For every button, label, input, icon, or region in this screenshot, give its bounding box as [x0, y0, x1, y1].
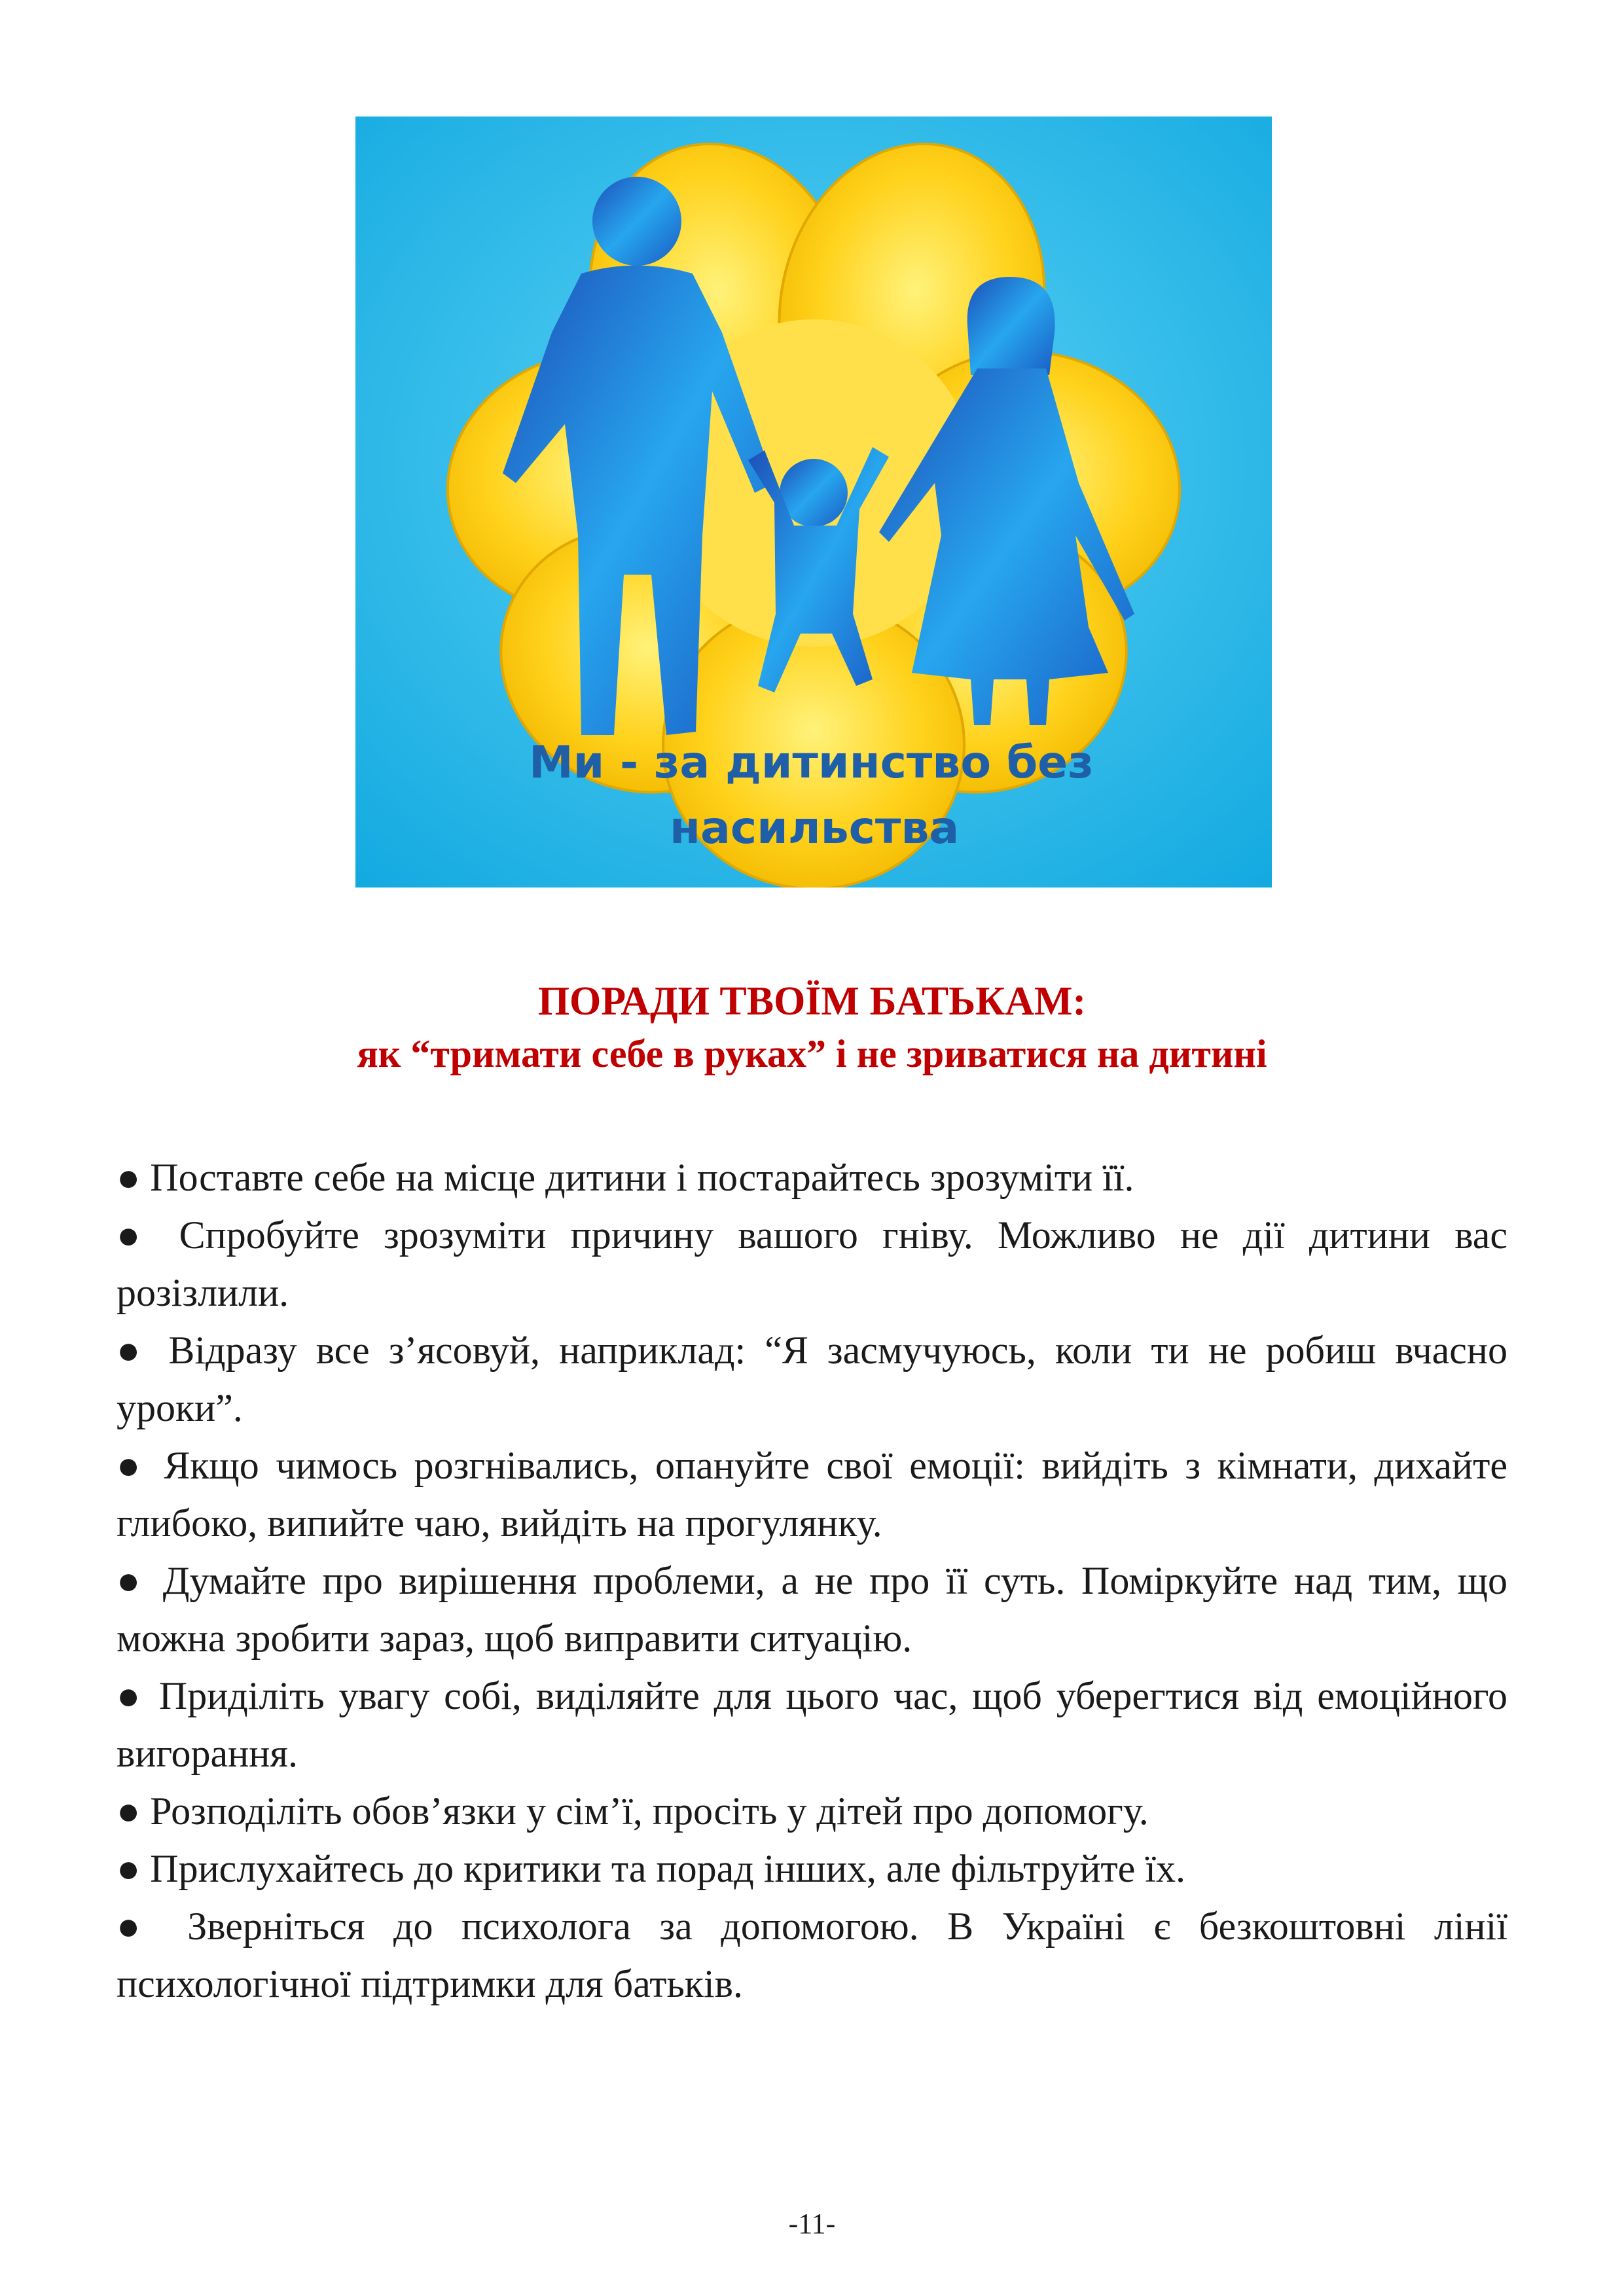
- poster-caption-line1: Ми - за дитинство без: [529, 737, 1094, 789]
- heading-subtitle: як “тримати себе в руках” і не зриватися на дитині: [357, 1032, 1267, 1075]
- tip-item: ● Прислухайтесь до критики та порад інших, але фільтруйте їх.: [117, 1847, 1185, 1890]
- mother-hair: [967, 277, 1055, 375]
- heading-title: ПОРАДИ ТВОЇМ БАТЬКАМ:: [537, 979, 1087, 1024]
- poster-caption-line2: насильства: [670, 802, 960, 854]
- tips-list: [117, 1149, 1507, 2013]
- poster-illustration: [355, 117, 1272, 888]
- tip-item: ● Приділіть увагу собі, виділяйте для цього час, щоб уберегтися від емоційного вигорання.: [117, 1674, 1507, 1775]
- tip-item: ● Розподіліть обов’язки у сім’ї, просіть у дітей про допомогу.: [117, 1789, 1149, 1833]
- tip-item: ● Зверніться до психолога за допомогою. В Україні є безкоштовні лінії психологічної підтримки для батьків.: [117, 1905, 1507, 2005]
- tip-item: ● Якщо чимось розгнівались, опануйте свої емоції: вийдіть з кімнати, дихайте глибоко, випийте чаю, вийдіть на прогулянку.: [117, 1444, 1507, 1545]
- tip-item: ● Відразу все з’ясовуй, наприклад: “Я засмучуюсь, коли ти не робиш вчасно уроки”.: [117, 1329, 1507, 1429]
- father-head: [592, 177, 681, 266]
- tip-item: ● Спробуйте зрозуміти причину вашого гніву. Можливо не дії дитини вас розізлили.: [117, 1213, 1507, 1314]
- tip-item: ● Думайте про вирішення проблеми, а не про її суть. Поміркуйте над тим, що можна зробити зараз, щоб виправити ситуацію.: [117, 1559, 1507, 1660]
- tip-item: ● Поставте себе на місце дитини і постарайтесь зрозуміти її.: [117, 1156, 1134, 1199]
- heading: [0, 975, 1624, 1080]
- page-number: -11-: [788, 2208, 836, 2240]
